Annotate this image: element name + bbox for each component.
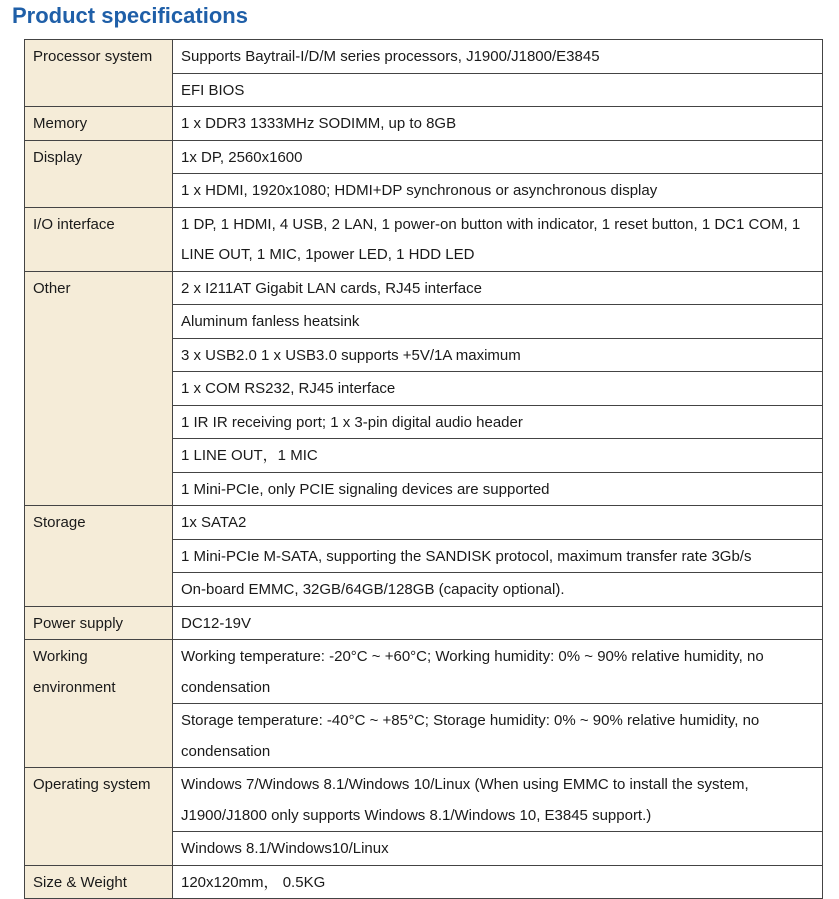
spec-row <box>25 40 823 74</box>
spec-label: Operating system <box>25 768 173 866</box>
spec-value: Working temperature: -20°C ~ +60°C; Working humidity: 0% ~ 90% relative humidity, no condensation <box>173 640 823 704</box>
page-title: Product specifications <box>12 3 248 28</box>
spec-value: 1 x COM RS232, RJ45 interface <box>173 372 823 406</box>
spec-value: Supports Baytrail-I/D/M series processors, J1900/J1800/E3845 <box>173 40 823 74</box>
spec-label: Processor system <box>25 40 173 107</box>
spec-value: 120x120mm， 0.5KG <box>173 865 823 899</box>
spec-value: 1 x HDMI, 1920x1080; HDMI+DP synchronous or asynchronous display <box>173 174 823 208</box>
spec-value: Windows 7/Windows 8.1/Windows 10/Linux (When using EMMC to install the system, J1900/J1800 only supports Windows 8.1/Windows 10, E3845 support.) <box>173 768 823 832</box>
spec-label: Other <box>25 271 173 506</box>
spec-label: Working environment <box>25 640 173 768</box>
spec-row <box>25 506 823 540</box>
spec-value: 1x DP, 2560x1600 <box>173 140 823 174</box>
spec-row <box>25 107 823 141</box>
spec-row <box>25 606 823 640</box>
spec-value: EFI BIOS <box>173 73 823 107</box>
spec-value: 1 IR IR receiving port; 1 x 3-pin digital audio header <box>173 405 823 439</box>
spec-value: Windows 8.1/Windows10/Linux <box>173 832 823 866</box>
spec-row <box>25 640 823 704</box>
spec-table-body <box>25 40 823 899</box>
spec-value: Storage temperature: -40°C ~ +85°C; Storage humidity: 0% ~ 90% relative humidity, no condensation <box>173 704 823 768</box>
spec-value: 1x SATA2 <box>173 506 823 540</box>
spec-row <box>25 865 823 899</box>
spec-value: 2 x I211AT Gigabit LAN cards, RJ45 interface <box>173 271 823 305</box>
spec-label: Power supply <box>25 606 173 640</box>
spec-value: Aluminum fanless heatsink <box>173 305 823 339</box>
spec-label: Storage <box>25 506 173 607</box>
spec-value: 1 Mini-PCIe M-SATA, supporting the SANDISK protocol, maximum transfer rate 3Gb/s <box>173 539 823 573</box>
spec-label: Display <box>25 140 173 207</box>
spec-row <box>25 768 823 832</box>
spec-label: I/O interface <box>25 207 173 271</box>
spec-value: 1 x DDR3 1333MHz SODIMM, up to 8GB <box>173 107 823 141</box>
spec-value: 3 x USB2.0 1 x USB3.0 supports +5V/1A maximum <box>173 338 823 372</box>
spec-row <box>25 271 823 305</box>
spec-label: Memory <box>25 107 173 141</box>
spec-value: DC12-19V <box>173 606 823 640</box>
spec-value: On-board EMMC, 32GB/64GB/128GB (capacity optional). <box>173 573 823 607</box>
spec-row <box>25 207 823 271</box>
spec-row <box>25 140 823 174</box>
spec-label: Size & Weight <box>25 865 173 899</box>
spec-value: 1 LINE OUT，1 MIC <box>173 439 823 473</box>
spec-value: 1 Mini-PCIe, only PCIE signaling devices are supported <box>173 472 823 506</box>
spec-value: 1 DP, 1 HDMI, 4 USB, 2 LAN, 1 power-on button with indicator, 1 reset button, 1 DC1 COM, 1 LINE OUT, 1 MIC, 1power LED, 1 HDD LED <box>173 207 823 271</box>
spec-table <box>24 39 823 899</box>
